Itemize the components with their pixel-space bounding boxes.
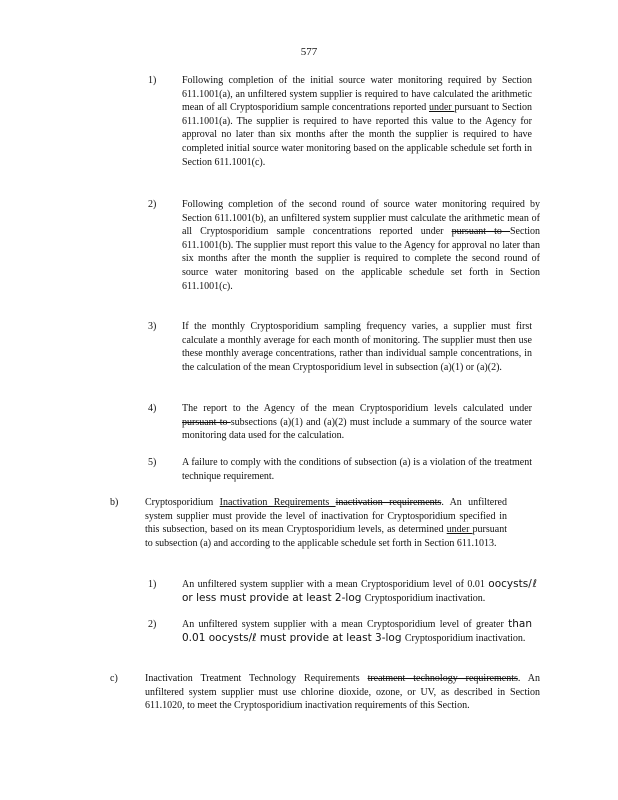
section-b-paragraph	[145, 496, 507, 550]
deleted-text: pursuant to	[182, 416, 231, 428]
section-b-item-2-paragraph	[182, 618, 532, 645]
text: Cryptosporidium inactivation.	[404, 632, 526, 644]
page-number: 577	[300, 46, 318, 58]
section-b-item-2-number: 2)	[148, 619, 157, 630]
inserted-text: under	[446, 524, 473, 536]
text: An unfiltered system supplier with a mean Cryptosporidium level of 0.01	[182, 579, 489, 590]
item-2-number: 2)	[148, 199, 157, 210]
section-c-paragraph	[145, 672, 540, 713]
item-1-paragraph	[182, 74, 532, 169]
text: If the monthly Cryptosporidium sampling frequency varies, a supplier must first calculate a monthly average for each month of monitoring. The supplier must then use these monthly average concentrations, rather than individual sample concentrations, in the calculation of the mean Cryptosporidium level in subsection (a)(1) or (a)(2).	[182, 321, 532, 373]
inserted-text: under	[428, 102, 455, 114]
deleted-text: pursuant to	[451, 226, 510, 238]
section-c-label: c)	[110, 673, 118, 684]
deleted-text: inactivation requirements	[335, 497, 442, 508]
item-2-paragraph	[182, 198, 540, 293]
text: subsections (a)(1) and (a)(2) must include a summary of the source water monitoring data used for the calculation.	[182, 416, 532, 442]
item-5-paragraph	[182, 456, 532, 483]
item-5-number: 5)	[148, 457, 157, 468]
text: The report to the Agency of the mean Cryptosporidium levels calculated under	[182, 403, 532, 414]
item-4-number: 4)	[148, 403, 157, 414]
text: Cryptosporidium	[145, 497, 220, 508]
text: Following completion of the initial source water monitoring required by Section 611.1001(a), an unfiltered system supplier is required to have calculated the arithmetic mean of all Cryptosporidium sample concentrations reported	[182, 75, 532, 114]
text: . An unfiltered system supplier must provide the level of inactivation for Cryptosporidium specified in this subsection, based on its mean Cryptosporidium levels, as determined	[145, 497, 507, 536]
inserted-text: Inactivation Requirements	[219, 497, 336, 508]
text: An unfiltered system supplier with a mean Cryptosporidium level of greater	[182, 619, 509, 630]
item-1-number: 1)	[148, 75, 157, 86]
text: Section 611.1001(b). The supplier must report this value to the Agency for approval no later than six months after the month the supplier is required to complete the second round of source water monitoring based on the applicable schedule set forth in Section 611.1001(c).	[182, 226, 540, 292]
inserted-text: oocysts/ℓ or less must provide at least 2-log	[182, 578, 537, 604]
text: pursuant to Section 611.1001(a). The supplier is required to have reported this value to the Agency for approval no later than six months after the month the supplier is required to have completed initial source water monitoring based on the applicable schedule set forth in Section 611.1001(c).	[182, 102, 532, 168]
text: . An unfiltered system supplier must use chlorine dioxide, ozone, or UV, as described in Section 611.1020, to meet the Cryptosporidium inactivation requirements of this Section.	[145, 673, 540, 712]
item-3-paragraph	[182, 320, 532, 374]
item-4-paragraph	[182, 402, 532, 443]
item-3-number: 3)	[148, 321, 157, 332]
section-b-item-1-paragraph	[182, 578, 537, 605]
deleted-text: treatment technology requirements	[367, 673, 518, 684]
section-b-label: b)	[110, 497, 119, 508]
section-b-item-1-number: 1)	[148, 579, 157, 590]
text: Cryptosporidium inactivation.	[364, 592, 486, 604]
text: pursuant to subsection (a) and according to the applicable schedule set forth in Section 611.1013.	[145, 524, 507, 549]
text: Inactivation Treatment Technology Requirements	[145, 673, 368, 684]
text: A failure to comply with the conditions of subsection (a) is a violation of the treatment technique requirement.	[182, 457, 532, 482]
text: Following completion of the second round of source water monitoring required by Section 611.1001(b), an unfiltered system supplier must calculate the arithmetic mean of all Cryptosporidium sample concentrations reported under	[182, 199, 540, 238]
inserted-text: than 0.01 oocysts/ℓ must provide at least 3-log	[182, 618, 532, 644]
